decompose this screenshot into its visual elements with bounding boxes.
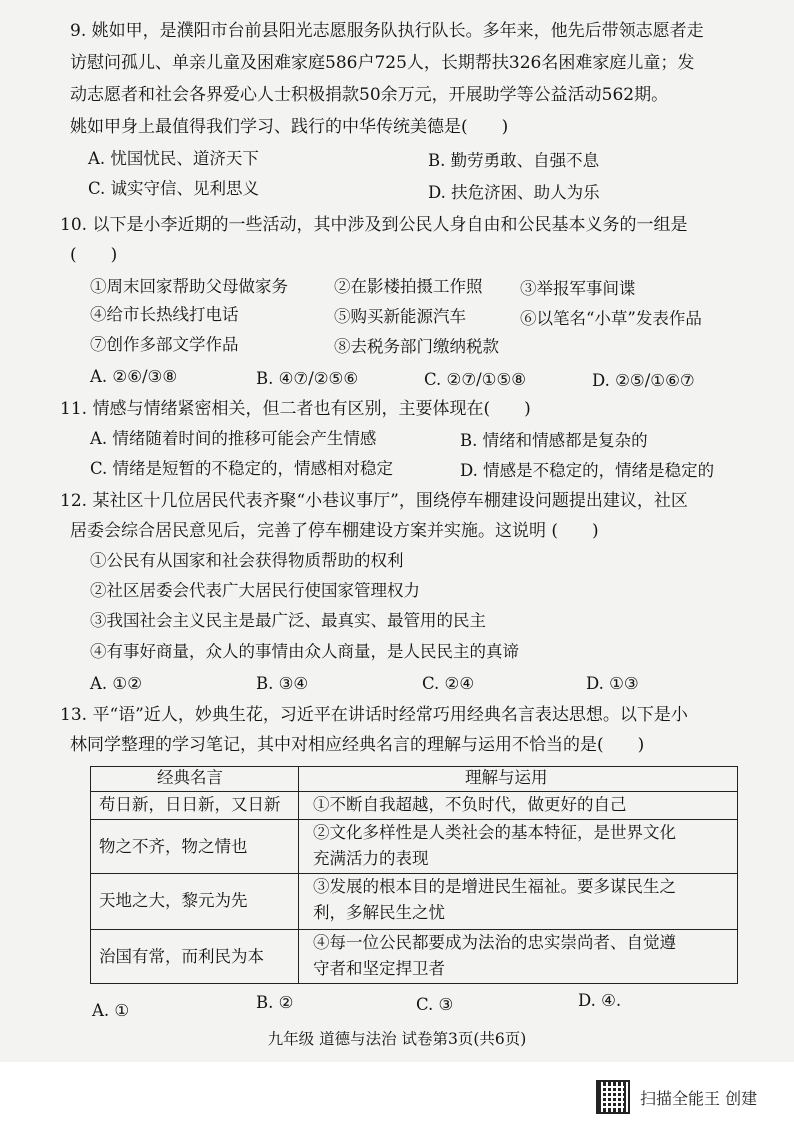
q10-option-b: B. ④⑦/②⑤⑥ [256,369,359,388]
q10-line-2: ( ) [70,245,118,265]
q10-option-c: C. ②⑦/①⑤⑧ [424,370,527,389]
table-row-3-quote: 天地之大，黎元为先 [99,891,248,910]
table-row-1-quote: 苟日新，日日新，又日新 [99,795,281,814]
q9-line-3: 动志愿者和社会各界爱心人士积极捐款50余万元，开展助学等公益活动562期。 [70,85,669,105]
q12-option-b: B. ③④ [256,674,309,693]
q10-item-7: ⑦创作多部文学作品 [90,335,239,354]
q11-option-b: B. 情绪和情感都是复杂的 [460,431,648,450]
q10-item-4: ④给市长热线打电话 [90,305,239,324]
q10-item-5: ⑤购买新能源汽车 [334,307,466,326]
quotes-table [90,766,738,984]
q9-option-c: C. 诚实守信、见利思义 [88,179,260,198]
q11-line-1: 11. 情感与情绪紧密相关，但二者也有区别，主要体现在( ) [60,399,531,419]
q12-option-a: A. ①② [90,674,142,693]
q9-option-b: B. 勤劳勇敢、自强不息 [428,151,600,170]
table-row-1-understanding: ①不断自我超越，不负时代，做更好的自己 [313,795,627,814]
q10-item-8: ⑧去税务部门缴纳税款 [334,337,499,356]
q13-option-a: A. ① [92,1001,130,1020]
q12-statement-1: ①公民有从国家和社会获得物质帮助的权利 [90,551,404,570]
q11-option-a: A. 情绪随着时间的推移可能会产生情感 [90,429,377,448]
q13-line-2: 林同学整理的学习笔记，其中对相应经典名言的理解与运用不恰当的是( ) [70,735,645,755]
table-row-2-quote: 物之不齐，物之情也 [99,837,248,856]
table-row-4-understanding-line-1: ④每一位公民都要成为法治的忠实崇尚者、自觉遵 [313,933,676,952]
q12-option-c: C. ②④ [422,674,475,693]
table-row-2-understanding-line-1: ②文化多样性是人类社会的基本特征，是世界文化 [313,823,676,842]
q10-line-1: 10. 以下是小李近期的一些活动，其中涉及到公民人身自由和公民基本义务的一组是 [60,215,688,235]
page-footer: 九年级 道德与法治 试卷第3页(共6页) [267,1030,527,1048]
q10-option-d: D. ②⑤/①⑥⑦ [592,371,695,390]
q11-option-c: C. 情绪是短暂的不稳定的，情感相对稳定 [90,459,394,478]
table-column-divider [298,767,299,983]
q12-statement-3: ③我国社会主义民主是最广泛、最真实、最管用的民主 [90,611,486,630]
table-row-2-understanding-line-2: 充满活力的表现 [313,849,429,868]
q12-line-1: 12. 某社区十几位居民代表齐聚“小巷议事厅”，围绕停车棚建设问题提出建议，社区 [60,491,688,511]
table-header-understanding: 理解与运用 [465,768,548,787]
q10-option-a: A. ②⑥/③⑧ [90,367,178,386]
q9-line-2: 访慰问孤儿、单亲儿童及困难家庭586户725人，长期帮扶326名困难家庭儿童；发 [70,53,695,73]
q13-option-c: C. ③ [416,995,454,1014]
q12-option-d: D. ①③ [586,674,639,693]
q13-option-d: D. ④. [578,991,622,1010]
watermark-text: 扫描全能王 创建 [640,1088,758,1108]
table-row-4-quote: 治国有常，而利民为本 [99,947,264,966]
q11-option-d: D. 情感是不稳定的，情绪是稳定的 [460,461,715,480]
q10-item-2: ②在影楼拍摄工作照 [334,277,483,296]
table-row-4-understanding-line-2: 守者和坚定捍卫者 [313,959,445,978]
q13-option-b: B. ② [256,993,294,1012]
q9-option-a: A. 忧国忧民、道济天下 [88,149,259,168]
table-row-3-understanding-line-1: ③发展的根本目的是增进民生福祉。要多谋民生之 [313,877,676,896]
q10-item-6: ⑥以笔名“小草”发表作品 [520,309,702,328]
table-row-3-understanding-line-2: 利，多解民生之忧 [313,903,445,922]
q10-item-1: ①周末回家帮助父母做家务 [90,277,288,296]
q9-option-d: D. 扶危济困、助人为乐 [428,183,600,202]
scanner-watermark [596,1080,757,1114]
q9-line-1: 9. 姚如甲，是濮阳市台前县阳光志愿服务队执行队长。多年来，他先后带领志愿者走 [70,21,704,41]
q13-line-1: 13. 平“语”近人，妙典生花，习近平在讲话时经常巧用经典名言表达思想。以下是小 [60,705,688,725]
q12-statement-2: ②社区居委会代表广大居民行使国家管理权力 [90,581,420,600]
q12-line-2: 居委会综合居民意见后，完善了停车棚建设方案并实施。这说明 ( ) [70,521,599,541]
q9-line-4: 姚如甲身上最值得我们学习、践行的中华传统美德是( ) [70,117,509,137]
table-header-quote: 经典名言 [157,768,223,787]
q12-statement-4: ④有事好商量，众人的事情由众人商量，是人民民主的真谛 [90,642,519,661]
qr-code-icon [596,1080,630,1114]
q10-item-3: ③举报军事间谍 [520,279,636,298]
